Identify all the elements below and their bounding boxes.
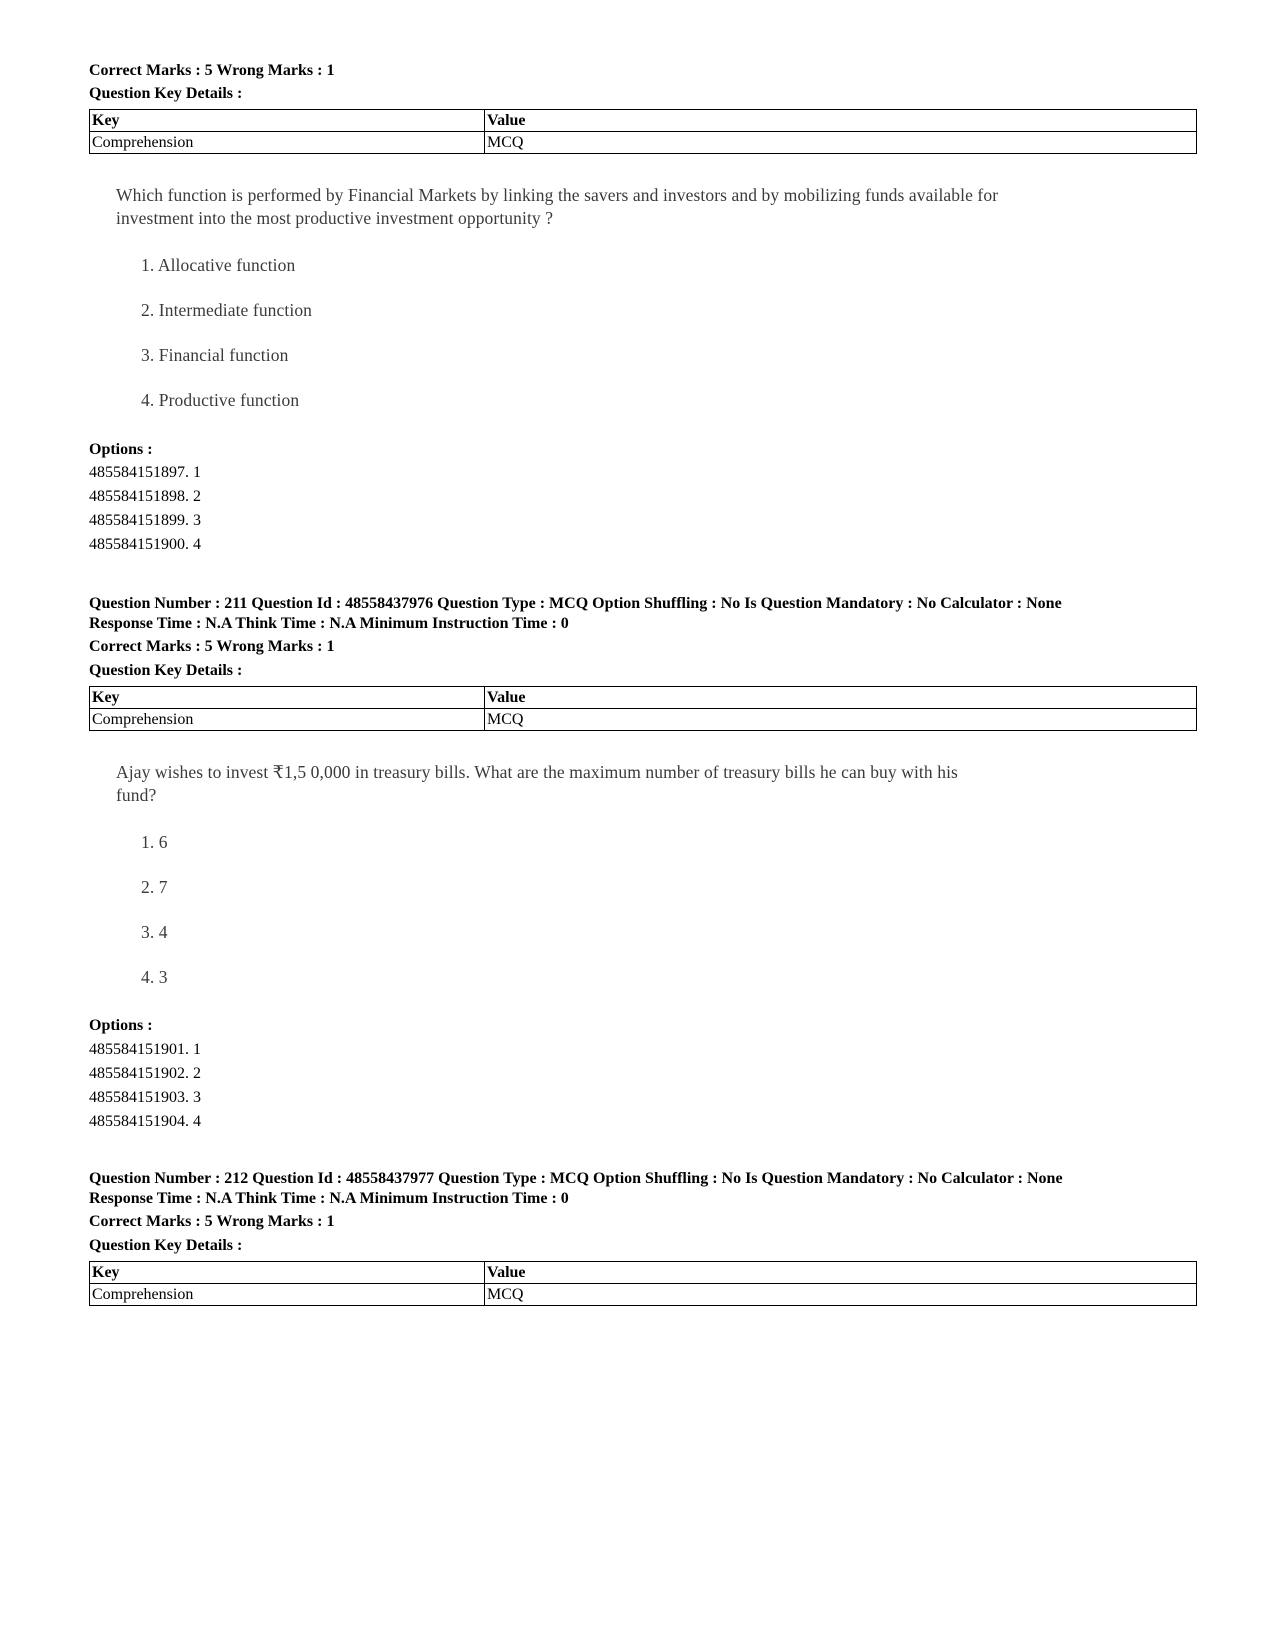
option-item: 485584151901. 1 (89, 1041, 201, 1058)
option-item: 485584151903. 3 (89, 1089, 201, 1106)
table-row (90, 132, 1197, 154)
table-row (90, 709, 1197, 731)
option-item: 485584151902. 2 (89, 1065, 201, 1082)
option-item: 485584151900. 4 (89, 536, 201, 553)
options-label: Options : (89, 441, 153, 458)
table-cell-value: MCQ (485, 1284, 1197, 1306)
table-header-value: Value (485, 687, 1197, 709)
question-header-line1: Question Number : 211 Question Id : 48558437976 Question Type : MCQ Option Shuffling : No Is Question Mandatory : No Calculator : None (89, 595, 1062, 612)
question-header-line1: Question Number : 212 Question Id : 48558437977 Question Type : MCQ Option Shuffling : No Is Question Mandatory : No Calculator : None (89, 1170, 1063, 1187)
option-item: 485584151897. 1 (89, 464, 201, 481)
question-key-table (89, 686, 1197, 731)
marks-line: Correct Marks : 5 Wrong Marks : 1 (89, 1213, 335, 1230)
question-image (116, 184, 1016, 414)
table-row (90, 1284, 1197, 1306)
table-header-key: Key (90, 687, 485, 709)
question-choice: 2. Intermediate function (141, 300, 313, 320)
question-choice: 4. Productive function (141, 390, 300, 410)
question-choice: 4. 3 (141, 967, 168, 987)
option-item: 485584151898. 2 (89, 488, 201, 505)
question-choice: 1. 6 (141, 832, 168, 852)
question-choice: 2. 7 (141, 877, 168, 897)
table-header-key: Key (90, 110, 485, 132)
question-choice: 1. Allocative function (141, 255, 296, 275)
table-header-value: Value (485, 110, 1197, 132)
question-text: Ajay wishes to invest ₹1,5 0,000 in treasury bills. What are the maximum number of treasury bills he can buy with his fund? (116, 762, 958, 805)
question-header-line2: Response Time : N.A Think Time : N.A Minimum Instruction Time : 0 (89, 1190, 569, 1207)
table-cell-key: Comprehension (90, 132, 485, 154)
question-header-line2: Response Time : N.A Think Time : N.A Minimum Instruction Time : 0 (89, 615, 569, 632)
option-item: 485584151904. 4 (89, 1113, 201, 1130)
key-details-label: Question Key Details : (89, 85, 243, 102)
question-image (116, 761, 996, 991)
table-header-key: Key (90, 1262, 485, 1284)
question-text: Which function is performed by Financial Markets by linking the savers and investors and by mobilizing funds available for investment into the most productive investment opportunity ? (116, 185, 999, 228)
table-cell-key: Comprehension (90, 709, 485, 731)
table-header-row (90, 1262, 1197, 1284)
question-key-table (89, 1261, 1197, 1306)
question-key-table (89, 109, 1197, 154)
key-details-label: Question Key Details : (89, 662, 243, 679)
key-details-label: Question Key Details : (89, 1237, 243, 1254)
table-cell-key: Comprehension (90, 1284, 485, 1306)
options-label: Options : (89, 1017, 153, 1034)
question-choice: 3. 4 (141, 922, 168, 942)
table-header-row (90, 110, 1197, 132)
table-header-row (90, 687, 1197, 709)
marks-line: Correct Marks : 5 Wrong Marks : 1 (89, 638, 335, 655)
table-header-value: Value (485, 1262, 1197, 1284)
option-item: 485584151899. 3 (89, 512, 201, 529)
table-cell-value: MCQ (485, 132, 1197, 154)
question-choice: 3. Financial function (141, 345, 289, 365)
table-cell-value: MCQ (485, 709, 1197, 731)
marks-line: Correct Marks : 5 Wrong Marks : 1 (89, 62, 335, 79)
